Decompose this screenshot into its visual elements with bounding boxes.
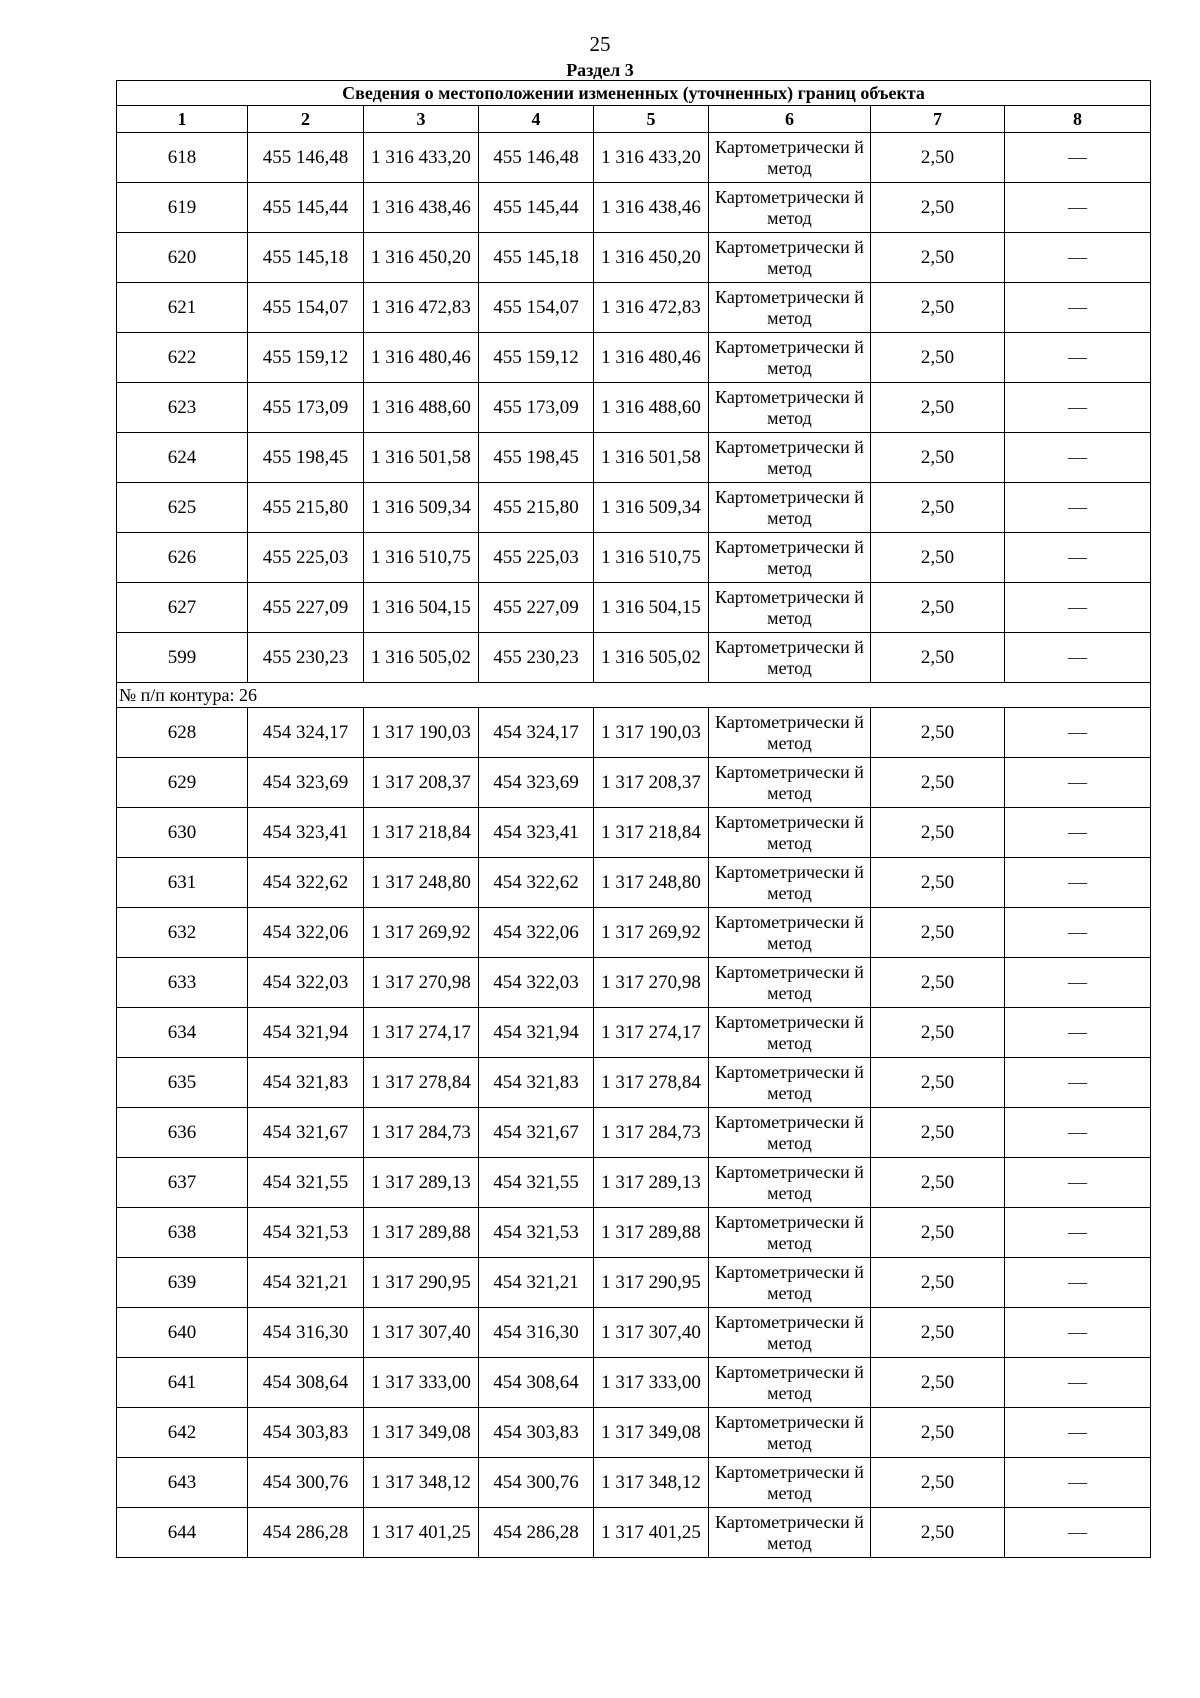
- existing-x-cell: 454 322,03: [248, 958, 364, 1008]
- new-x-cell: 454 322,06: [479, 908, 594, 958]
- method-cell: Картометрически й метод: [709, 1308, 871, 1358]
- existing-x-cell: 454 321,94: [248, 1008, 364, 1058]
- method-cell: Картометрически й метод: [709, 483, 871, 533]
- table-row: [117, 1158, 1151, 1208]
- existing-y-cell: 1 317 278,84: [364, 1058, 479, 1108]
- table-row: [117, 183, 1151, 233]
- existing-y-cell: 1 317 290,95: [364, 1258, 479, 1308]
- note-cell: —: [1005, 1308, 1151, 1358]
- precision-cell: 2,50: [871, 233, 1005, 283]
- new-x-cell: 455 146,48: [479, 133, 594, 183]
- point-number-cell: 634: [117, 1008, 248, 1058]
- new-y-cell: 1 316 501,58: [594, 433, 709, 483]
- note-cell: —: [1005, 1208, 1151, 1258]
- point-number-cell: 635: [117, 1058, 248, 1108]
- note-cell: —: [1005, 908, 1151, 958]
- new-y-cell: 1 317 270,98: [594, 958, 709, 1008]
- existing-x-cell: 454 322,62: [248, 858, 364, 908]
- existing-x-cell: 455 145,44: [248, 183, 364, 233]
- existing-y-cell: 1 316 501,58: [364, 433, 479, 483]
- precision-cell: 2,50: [871, 858, 1005, 908]
- existing-y-cell: 1 317 348,12: [364, 1458, 479, 1508]
- contour-label: № п/п контура: 26: [117, 683, 1151, 708]
- existing-x-cell: 455 230,23: [248, 633, 364, 683]
- new-y-cell: 1 317 278,84: [594, 1058, 709, 1108]
- new-x-cell: 454 323,41: [479, 808, 594, 858]
- table-row: [117, 483, 1151, 533]
- existing-x-cell: 454 321,55: [248, 1158, 364, 1208]
- point-number-cell: 641: [117, 1358, 248, 1408]
- precision-cell: 2,50: [871, 1058, 1005, 1108]
- new-y-cell: 1 317 218,84: [594, 808, 709, 858]
- table-row: [117, 708, 1151, 758]
- method-cell: Картометрически й метод: [709, 583, 871, 633]
- precision-cell: 2,50: [871, 758, 1005, 808]
- existing-y-cell: 1 316 510,75: [364, 533, 479, 583]
- existing-y-cell: 1 316 480,46: [364, 333, 479, 383]
- table-row: [117, 583, 1151, 633]
- precision-cell: 2,50: [871, 1258, 1005, 1308]
- existing-x-cell: 454 323,69: [248, 758, 364, 808]
- note-cell: —: [1005, 1258, 1151, 1308]
- column-number: 2: [248, 106, 364, 133]
- table-row: [117, 633, 1151, 683]
- table-row: [117, 1058, 1151, 1108]
- existing-x-cell: 454 316,30: [248, 1308, 364, 1358]
- note-cell: —: [1005, 283, 1151, 333]
- existing-x-cell: 454 300,76: [248, 1458, 364, 1508]
- new-x-cell: 455 145,18: [479, 233, 594, 283]
- existing-x-cell: 454 321,21: [248, 1258, 364, 1308]
- point-number-cell: 630: [117, 808, 248, 858]
- method-cell: Картометрически й метод: [709, 183, 871, 233]
- existing-y-cell: 1 317 269,92: [364, 908, 479, 958]
- precision-cell: 2,50: [871, 483, 1005, 533]
- existing-y-cell: 1 317 274,17: [364, 1008, 479, 1058]
- existing-y-cell: 1 317 208,37: [364, 758, 479, 808]
- new-y-cell: 1 317 401,25: [594, 1508, 709, 1558]
- existing-x-cell: 454 324,17: [248, 708, 364, 758]
- existing-y-cell: 1 316 433,20: [364, 133, 479, 183]
- new-y-cell: 1 317 248,80: [594, 858, 709, 908]
- note-cell: —: [1005, 1108, 1151, 1158]
- new-x-cell: 455 145,44: [479, 183, 594, 233]
- precision-cell: 2,50: [871, 1108, 1005, 1158]
- point-number-cell: 626: [117, 533, 248, 583]
- method-cell: Картометрически й метод: [709, 333, 871, 383]
- new-x-cell: 455 230,23: [479, 633, 594, 683]
- existing-y-cell: 1 317 289,88: [364, 1208, 479, 1258]
- new-x-cell: 454 316,30: [479, 1308, 594, 1358]
- column-number: 1: [117, 106, 248, 133]
- method-cell: Картометрически й метод: [709, 808, 871, 858]
- new-x-cell: 454 324,17: [479, 708, 594, 758]
- precision-cell: 2,50: [871, 633, 1005, 683]
- precision-cell: 2,50: [871, 958, 1005, 1008]
- note-cell: —: [1005, 708, 1151, 758]
- method-cell: Картометрически й метод: [709, 1458, 871, 1508]
- point-number-cell: 632: [117, 908, 248, 958]
- new-y-cell: 1 316 438,46: [594, 183, 709, 233]
- note-cell: —: [1005, 1158, 1151, 1208]
- table-row: [117, 1208, 1151, 1258]
- method-cell: Картометрически й метод: [709, 1108, 871, 1158]
- point-number-cell: 624: [117, 433, 248, 483]
- note-cell: —: [1005, 958, 1151, 1008]
- note-cell: —: [1005, 433, 1151, 483]
- note-cell: —: [1005, 1458, 1151, 1508]
- table-row: [117, 1508, 1151, 1558]
- new-y-cell: 1 316 433,20: [594, 133, 709, 183]
- table-caption: Сведения о местоположении измененных (уточненных) границ объекта: [117, 81, 1151, 106]
- new-y-cell: 1 317 290,95: [594, 1258, 709, 1308]
- note-cell: —: [1005, 633, 1151, 683]
- section-title: Раздел 3: [566, 60, 634, 80]
- point-number-cell: 627: [117, 583, 248, 633]
- precision-cell: 2,50: [871, 1008, 1005, 1058]
- new-y-cell: 1 317 349,08: [594, 1408, 709, 1458]
- column-number: 3: [364, 106, 479, 133]
- existing-x-cell: 455 159,12: [248, 333, 364, 383]
- precision-cell: 2,50: [871, 1358, 1005, 1408]
- existing-x-cell: 454 321,53: [248, 1208, 364, 1258]
- existing-x-cell: 455 154,07: [248, 283, 364, 333]
- existing-y-cell: 1 317 190,03: [364, 708, 479, 758]
- existing-y-cell: 1 317 270,98: [364, 958, 479, 1008]
- note-cell: —: [1005, 583, 1151, 633]
- existing-y-cell: 1 316 450,20: [364, 233, 479, 283]
- existing-x-cell: 454 303,83: [248, 1408, 364, 1458]
- existing-y-cell: 1 317 284,73: [364, 1108, 479, 1158]
- table-row: [117, 283, 1151, 333]
- existing-y-cell: 1 317 307,40: [364, 1308, 479, 1358]
- note-cell: —: [1005, 533, 1151, 583]
- new-x-cell: 455 198,45: [479, 433, 594, 483]
- new-y-cell: 1 316 504,15: [594, 583, 709, 633]
- point-number-cell: 618: [117, 133, 248, 183]
- precision-cell: 2,50: [871, 383, 1005, 433]
- new-y-cell: 1 316 480,46: [594, 333, 709, 383]
- existing-x-cell: 454 321,67: [248, 1108, 364, 1158]
- point-number-cell: 622: [117, 333, 248, 383]
- point-number-cell: 599: [117, 633, 248, 683]
- point-number-cell: 620: [117, 233, 248, 283]
- point-number-cell: 643: [117, 1458, 248, 1508]
- table-row: [117, 1358, 1151, 1408]
- method-cell: Картометрически й метод: [709, 958, 871, 1008]
- precision-cell: 2,50: [871, 1158, 1005, 1208]
- precision-cell: 2,50: [871, 183, 1005, 233]
- note-cell: —: [1005, 233, 1151, 283]
- point-number-cell: 636: [117, 1108, 248, 1158]
- precision-cell: 2,50: [871, 1208, 1005, 1258]
- existing-x-cell: 454 323,41: [248, 808, 364, 858]
- method-cell: Картометрически й метод: [709, 1358, 871, 1408]
- contour-row: [117, 683, 1151, 708]
- method-cell: Картометрически й метод: [709, 1508, 871, 1558]
- existing-x-cell: 455 146,48: [248, 133, 364, 183]
- method-cell: Картометрически й метод: [709, 1208, 871, 1258]
- table-row: [117, 1458, 1151, 1508]
- point-number-cell: 639: [117, 1258, 248, 1308]
- method-cell: Картометрически й метод: [709, 533, 871, 583]
- table-row: [117, 533, 1151, 583]
- new-x-cell: 455 159,12: [479, 333, 594, 383]
- new-x-cell: 454 322,03: [479, 958, 594, 1008]
- existing-y-cell: 1 317 333,00: [364, 1358, 479, 1408]
- column-number: 8: [1005, 106, 1151, 133]
- note-cell: —: [1005, 133, 1151, 183]
- point-number-cell: 628: [117, 708, 248, 758]
- new-x-cell: 454 308,64: [479, 1358, 594, 1408]
- method-cell: Картометрически й метод: [709, 433, 871, 483]
- column-number: 6: [709, 106, 871, 133]
- precision-cell: 2,50: [871, 708, 1005, 758]
- new-y-cell: 1 316 510,75: [594, 533, 709, 583]
- new-y-cell: 1 316 450,20: [594, 233, 709, 283]
- new-x-cell: 454 303,83: [479, 1408, 594, 1458]
- existing-x-cell: 455 198,45: [248, 433, 364, 483]
- existing-x-cell: 455 145,18: [248, 233, 364, 283]
- new-y-cell: 1 317 289,88: [594, 1208, 709, 1258]
- precision-cell: 2,50: [871, 333, 1005, 383]
- existing-x-cell: 454 322,06: [248, 908, 364, 958]
- table-row: [117, 858, 1151, 908]
- precision-cell: 2,50: [871, 433, 1005, 483]
- existing-y-cell: 1 317 401,25: [364, 1508, 479, 1558]
- existing-x-cell: 454 286,28: [248, 1508, 364, 1558]
- new-x-cell: 454 321,53: [479, 1208, 594, 1258]
- precision-cell: 2,50: [871, 1408, 1005, 1458]
- point-number-cell: 625: [117, 483, 248, 533]
- method-cell: Картометрически й метод: [709, 758, 871, 808]
- point-number-cell: 631: [117, 858, 248, 908]
- note-cell: —: [1005, 183, 1151, 233]
- column-number: 5: [594, 106, 709, 133]
- table-row: [117, 908, 1151, 958]
- precision-cell: 2,50: [871, 1458, 1005, 1508]
- point-number-cell: 638: [117, 1208, 248, 1258]
- table-row: [117, 958, 1151, 1008]
- column-number: 7: [871, 106, 1005, 133]
- method-cell: Картометрически й метод: [709, 1058, 871, 1108]
- new-y-cell: 1 317 333,00: [594, 1358, 709, 1408]
- existing-y-cell: 1 317 349,08: [364, 1408, 479, 1458]
- table-row: [117, 758, 1151, 808]
- new-x-cell: 454 300,76: [479, 1458, 594, 1508]
- table-row: [117, 433, 1151, 483]
- method-cell: Картометрически й метод: [709, 383, 871, 433]
- new-x-cell: 454 321,83: [479, 1058, 594, 1108]
- table-row: [117, 233, 1151, 283]
- note-cell: —: [1005, 1008, 1151, 1058]
- existing-y-cell: 1 316 504,15: [364, 583, 479, 633]
- precision-cell: 2,50: [871, 533, 1005, 583]
- table-row: [117, 333, 1151, 383]
- existing-y-cell: 1 316 509,34: [364, 483, 479, 533]
- new-y-cell: 1 316 509,34: [594, 483, 709, 533]
- method-cell: Картометрически й метод: [709, 1408, 871, 1458]
- point-number-cell: 629: [117, 758, 248, 808]
- note-cell: —: [1005, 483, 1151, 533]
- method-cell: Картометрически й метод: [709, 283, 871, 333]
- point-number-cell: 640: [117, 1308, 248, 1358]
- new-y-cell: 1 317 348,12: [594, 1458, 709, 1508]
- table-row: [117, 1408, 1151, 1458]
- precision-cell: 2,50: [871, 133, 1005, 183]
- new-x-cell: 454 321,94: [479, 1008, 594, 1058]
- new-y-cell: 1 316 488,60: [594, 383, 709, 433]
- new-x-cell: 454 286,28: [479, 1508, 594, 1558]
- new-x-cell: 455 225,03: [479, 533, 594, 583]
- table-caption-row: [117, 81, 1151, 106]
- method-cell: Картометрически й метод: [709, 233, 871, 283]
- column-number-row: [117, 106, 1151, 133]
- note-cell: —: [1005, 333, 1151, 383]
- new-y-cell: 1 317 269,92: [594, 908, 709, 958]
- note-cell: —: [1005, 1358, 1151, 1408]
- point-number-cell: 642: [117, 1408, 248, 1458]
- table-row: [117, 383, 1151, 433]
- method-cell: Картометрически й метод: [709, 633, 871, 683]
- existing-y-cell: 1 316 488,60: [364, 383, 479, 433]
- method-cell: Картометрически й метод: [709, 708, 871, 758]
- new-x-cell: 455 227,09: [479, 583, 594, 633]
- new-x-cell: 454 322,62: [479, 858, 594, 908]
- existing-x-cell: 454 321,83: [248, 1058, 364, 1108]
- new-x-cell: 455 215,80: [479, 483, 594, 533]
- method-cell: Картометрически й метод: [709, 1258, 871, 1308]
- existing-x-cell: 455 225,03: [248, 533, 364, 583]
- new-y-cell: 1 317 274,17: [594, 1008, 709, 1058]
- note-cell: —: [1005, 808, 1151, 858]
- note-cell: —: [1005, 383, 1151, 433]
- note-cell: —: [1005, 858, 1151, 908]
- coordinates-table: [116, 80, 1151, 1558]
- new-y-cell: 1 317 190,03: [594, 708, 709, 758]
- new-y-cell: 1 317 289,13: [594, 1158, 709, 1208]
- new-y-cell: 1 317 307,40: [594, 1308, 709, 1358]
- precision-cell: 2,50: [871, 283, 1005, 333]
- new-y-cell: 1 316 472,83: [594, 283, 709, 333]
- precision-cell: 2,50: [871, 808, 1005, 858]
- new-x-cell: 455 154,07: [479, 283, 594, 333]
- new-x-cell: 454 321,21: [479, 1258, 594, 1308]
- method-cell: Картометрически й метод: [709, 1158, 871, 1208]
- table-row: [117, 1308, 1151, 1358]
- existing-y-cell: 1 317 289,13: [364, 1158, 479, 1208]
- existing-x-cell: 455 215,80: [248, 483, 364, 533]
- existing-x-cell: 455 173,09: [248, 383, 364, 433]
- note-cell: —: [1005, 1508, 1151, 1558]
- precision-cell: 2,50: [871, 1308, 1005, 1358]
- existing-y-cell: 1 317 218,84: [364, 808, 479, 858]
- note-cell: —: [1005, 1408, 1151, 1458]
- page-number: 25: [589, 32, 611, 56]
- point-number-cell: 619: [117, 183, 248, 233]
- new-y-cell: 1 317 284,73: [594, 1108, 709, 1158]
- table-row: [117, 133, 1151, 183]
- new-y-cell: 1 316 505,02: [594, 633, 709, 683]
- method-cell: Картометрически й метод: [709, 1008, 871, 1058]
- new-x-cell: 454 321,67: [479, 1108, 594, 1158]
- existing-y-cell: 1 316 505,02: [364, 633, 479, 683]
- existing-y-cell: 1 316 438,46: [364, 183, 479, 233]
- note-cell: —: [1005, 1058, 1151, 1108]
- point-number-cell: 621: [117, 283, 248, 333]
- point-number-cell: 623: [117, 383, 248, 433]
- method-cell: Картометрически й метод: [709, 133, 871, 183]
- precision-cell: 2,50: [871, 583, 1005, 633]
- new-x-cell: 454 323,69: [479, 758, 594, 808]
- note-cell: —: [1005, 758, 1151, 808]
- method-cell: Картометрически й метод: [709, 858, 871, 908]
- precision-cell: 2,50: [871, 908, 1005, 958]
- point-number-cell: 637: [117, 1158, 248, 1208]
- new-y-cell: 1 317 208,37: [594, 758, 709, 808]
- existing-x-cell: 454 308,64: [248, 1358, 364, 1408]
- existing-x-cell: 455 227,09: [248, 583, 364, 633]
- table-row: [117, 1008, 1151, 1058]
- new-x-cell: 454 321,55: [479, 1158, 594, 1208]
- method-cell: Картометрически й метод: [709, 908, 871, 958]
- precision-cell: 2,50: [871, 1508, 1005, 1558]
- table-row: [117, 1108, 1151, 1158]
- existing-y-cell: 1 316 472,83: [364, 283, 479, 333]
- column-number: 4: [479, 106, 594, 133]
- new-x-cell: 455 173,09: [479, 383, 594, 433]
- existing-y-cell: 1 317 248,80: [364, 858, 479, 908]
- table-row: [117, 1258, 1151, 1308]
- point-number-cell: 633: [117, 958, 248, 1008]
- point-number-cell: 644: [117, 1508, 248, 1558]
- table-row: [117, 808, 1151, 858]
